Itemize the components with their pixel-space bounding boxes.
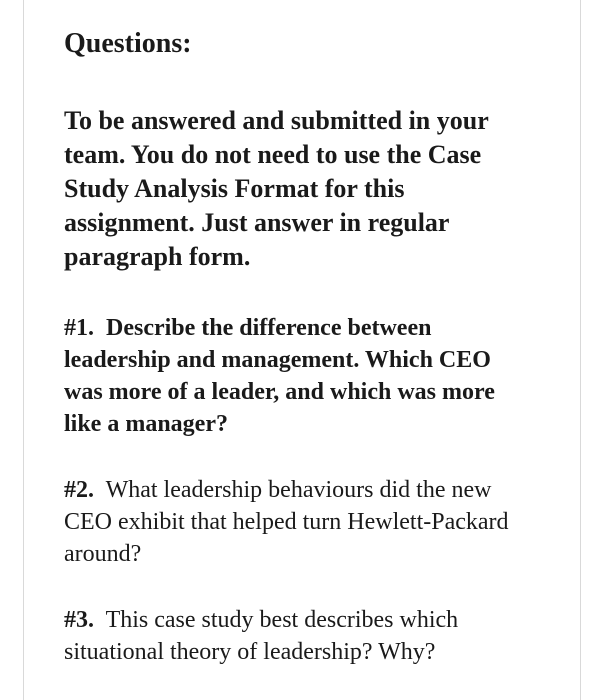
questions-heading: Questions: xyxy=(64,28,192,59)
document-page xyxy=(23,0,581,700)
question-3 xyxy=(64,604,544,668)
assignment-instructions: To be answered and submitted in your team. You do not need to use the Case Study Analysis Format for this assignment. Just answer in regular paragraph form. xyxy=(64,106,489,271)
question-1-text: Describe the difference between leadership and management. Which CEO was more of a leader, and which was more like a manager? xyxy=(64,315,495,437)
question-2-text: What leadership behaviours did the new CEO exhibit that helped turn Hewlett-Packard around? xyxy=(64,477,509,567)
question-1 xyxy=(64,312,534,440)
question-2-number: #2. xyxy=(64,477,94,503)
question-3-text: This case study best describes which situational theory of leadership? Why? xyxy=(64,607,459,665)
document-content xyxy=(64,26,564,668)
question-2 xyxy=(64,474,544,570)
question-1-number: #1. xyxy=(64,315,94,341)
question-3-number: #3. xyxy=(64,607,94,633)
